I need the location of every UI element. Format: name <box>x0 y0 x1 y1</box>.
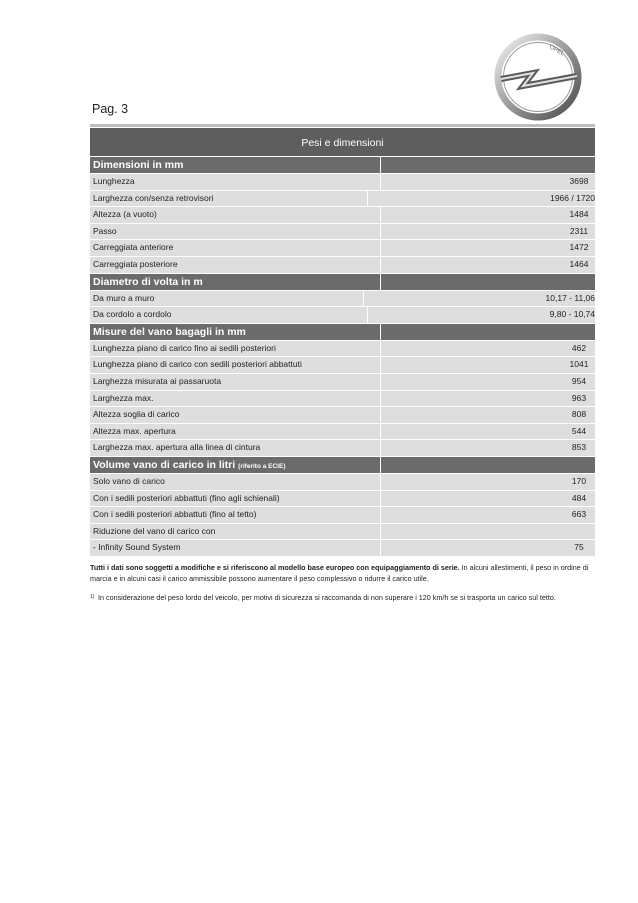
row-value: 963 <box>380 391 595 407</box>
table-row <box>90 174 595 191</box>
table-row <box>90 307 595 324</box>
row-value: 9,80 - 10,74 <box>367 307 595 323</box>
table-row <box>90 224 595 241</box>
row-value: 853 <box>380 440 595 456</box>
section-heading-text: Misure del vano bagagli in mm <box>93 325 246 338</box>
row-value: 1966 / 1720 <box>367 191 595 207</box>
section-heading <box>90 324 380 340</box>
row-label: Larghezza misurata ai passaruota <box>90 374 380 390</box>
table-row <box>90 341 595 358</box>
notes <box>90 562 610 603</box>
section-heading-spacer <box>380 157 595 173</box>
section-heading-spacer <box>380 457 595 473</box>
row-value: 10,17 - 11,06 <box>363 291 595 307</box>
row-label: - Infinity Sound System <box>90 540 380 556</box>
header-rule <box>90 124 595 127</box>
section-heading <box>90 274 380 290</box>
table-title: Pesi e dimensioni <box>90 128 595 157</box>
section-heading-spacer <box>380 274 595 290</box>
row-value: 1472 <box>380 240 595 256</box>
row-value: 75 <box>380 540 595 556</box>
row-label: Altezza (a vuoto) <box>90 207 380 223</box>
row-value: 954 <box>380 374 595 390</box>
row-label: Lunghezza <box>90 174 380 190</box>
row-label: Con i sedili posteriori abbattuti (fino al tetto) <box>90 507 380 523</box>
disclaimer-text: In alcuni allestimenti, il peso in ordine di marcia e in alcuni casi il carico ammissibile possono aumentare il peso complessivo o ridurre il carico utile. <box>90 563 589 583</box>
table-row <box>90 357 595 374</box>
table-row <box>90 507 595 524</box>
table-row <box>90 291 595 308</box>
row-value: 544 <box>380 424 595 440</box>
row-value <box>380 524 595 540</box>
footnote-mark: 1) <box>90 594 95 600</box>
row-label: Altezza soglia di carico <box>90 407 380 423</box>
table-row <box>90 474 595 491</box>
table-row <box>90 524 595 541</box>
table-row <box>90 424 595 441</box>
row-value: 1041 <box>380 357 595 373</box>
table-row <box>90 407 595 424</box>
row-label: Altezza max. apertura <box>90 424 380 440</box>
section-header <box>90 324 595 341</box>
section-note: (riferito a ECIE) <box>238 462 286 470</box>
row-value: 170 <box>380 474 595 490</box>
logo-text: OPEL <box>548 44 566 58</box>
section-heading-text: Volume vano di carico in litri <box>93 458 236 471</box>
section-heading <box>90 457 380 473</box>
row-label: Da muro a muro <box>90 291 363 307</box>
section-header <box>90 157 595 174</box>
row-value: 1484 <box>380 207 595 223</box>
row-label: Da cordolo a cordolo <box>90 307 367 323</box>
row-value: 663 <box>380 507 595 523</box>
table-row <box>90 257 595 274</box>
footnote <box>90 592 610 603</box>
page-number: Pag. 3 <box>92 102 129 116</box>
row-label: Passo <box>90 224 380 240</box>
section-heading-spacer <box>380 324 595 340</box>
row-label: Carreggiata posteriore <box>90 257 380 273</box>
row-label: Lunghezza piano di carico fino ai sedili posteriori <box>90 341 380 357</box>
table-row <box>90 391 595 408</box>
section-header <box>90 274 595 291</box>
row-label: Solo vano di carico <box>90 474 380 490</box>
section-heading-text: Diametro di volta in m <box>93 275 203 288</box>
table-row <box>90 491 595 508</box>
row-label: Con i sedili posteriori abbattuti (fino agli schienali) <box>90 491 380 507</box>
row-label: Larghezza max. apertura alla linea di cintura <box>90 440 380 456</box>
disclaimer-bold: Tutti i dati sono soggetti a modifiche e si riferiscono al modello base europeo con equipaggiamento di serie. <box>90 563 460 572</box>
footnote-text: In considerazione del peso lordo del veicolo, per motivi di sicurezza si raccomanda di non superare i 120 km/h se si trasporta un carico sul tetto. <box>98 593 556 602</box>
row-value: 2311 <box>380 224 595 240</box>
row-value: 1464 <box>380 257 595 273</box>
row-value: 3698 <box>380 174 595 190</box>
table-row <box>90 540 595 557</box>
row-label: Larghezza con/senza retrovisori <box>90 191 367 207</box>
section-header <box>90 457 595 474</box>
specs-table <box>90 128 595 557</box>
row-value: 808 <box>380 407 595 423</box>
table-body <box>90 157 595 557</box>
section-heading <box>90 157 380 173</box>
table-row <box>90 440 595 457</box>
table-row <box>90 374 595 391</box>
row-label: Riduzione del vano di carico con <box>90 524 380 540</box>
row-label: Lunghezza piano di carico con sedili posteriori abbattuti <box>90 357 380 373</box>
table-row <box>90 207 595 224</box>
row-label: Carreggiata anteriore <box>90 240 380 256</box>
opel-logo-icon <box>493 32 583 122</box>
row-value: 484 <box>380 491 595 507</box>
row-label: Larghezza max. <box>90 391 380 407</box>
table-row <box>90 240 595 257</box>
table-row <box>90 191 595 208</box>
section-heading-text: Dimensioni in mm <box>93 159 184 171</box>
row-value: 462 <box>380 341 595 357</box>
disclaimer <box>90 562 610 584</box>
